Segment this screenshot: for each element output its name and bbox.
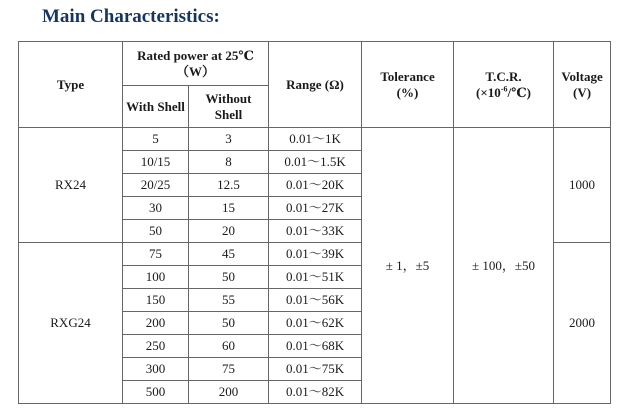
range-cell: 0.01～39K bbox=[269, 243, 362, 266]
header-type: Type bbox=[19, 42, 123, 128]
without-shell-cell: 200 bbox=[189, 381, 269, 404]
without-shell-cell: 15 bbox=[189, 197, 269, 220]
with-shell-cell: 10/15 bbox=[123, 151, 189, 174]
with-shell-cell: 200 bbox=[123, 312, 189, 335]
type-cell: RX24 bbox=[19, 128, 123, 243]
header-range: Range (Ω) bbox=[269, 42, 362, 128]
characteristics-table bbox=[18, 41, 611, 404]
without-shell-cell: 3 bbox=[189, 128, 269, 151]
without-shell-cell: 50 bbox=[189, 266, 269, 289]
header-tcr: T.C.R. $(\times 10^{-6}/℃)$ bbox=[454, 42, 554, 128]
with-shell-cell: 75 bbox=[123, 243, 189, 266]
without-shell-cell: 50 bbox=[189, 312, 269, 335]
with-shell-cell: 300 bbox=[123, 358, 189, 381]
range-cell: 0.01～1.5K bbox=[269, 151, 362, 174]
header-with-shell: With Shell bbox=[123, 86, 189, 128]
range-cell: 0.01～75K bbox=[269, 358, 362, 381]
without-shell-cell: 55 bbox=[189, 289, 269, 312]
tcr-cell: ± 100，±50 bbox=[454, 128, 554, 404]
without-shell-cell: 45 bbox=[189, 243, 269, 266]
header-without-shell: Without Shell bbox=[189, 86, 269, 128]
header-voltage: Voltage (V) bbox=[554, 42, 611, 128]
without-shell-cell: 75 bbox=[189, 358, 269, 381]
range-cell: 0.01～62K bbox=[269, 312, 362, 335]
header-rated-power: Rated power at 25℃ （W） bbox=[123, 42, 269, 86]
without-shell-cell: 20 bbox=[189, 220, 269, 243]
with-shell-cell: 150 bbox=[123, 289, 189, 312]
range-cell: 0.01～51K bbox=[269, 266, 362, 289]
range-cell: 0.01～20K bbox=[269, 174, 362, 197]
without-shell-cell: 8 bbox=[189, 151, 269, 174]
with-shell-cell: 20/25 bbox=[123, 174, 189, 197]
with-shell-cell: 30 bbox=[123, 197, 189, 220]
range-cell: 0.01～56K bbox=[269, 289, 362, 312]
with-shell-cell: 100 bbox=[123, 266, 189, 289]
voltage-cell: 1000 bbox=[554, 128, 611, 243]
table-row bbox=[19, 128, 611, 151]
with-shell-cell: 50 bbox=[123, 220, 189, 243]
range-cell: 0.01～27K bbox=[269, 197, 362, 220]
range-cell: 0.01～82K bbox=[269, 381, 362, 404]
without-shell-cell: 60 bbox=[189, 335, 269, 358]
range-cell: 0.01～68K bbox=[269, 335, 362, 358]
without-shell-cell: 12.5 bbox=[189, 174, 269, 197]
with-shell-cell: 5 bbox=[123, 128, 189, 151]
table-body bbox=[19, 128, 611, 404]
header-tolerance: Tolerance (%) bbox=[362, 42, 454, 128]
range-cell: 0.01～33K bbox=[269, 220, 362, 243]
with-shell-cell: 500 bbox=[123, 381, 189, 404]
with-shell-cell: 250 bbox=[123, 335, 189, 358]
voltage-cell: 2000 bbox=[554, 243, 611, 404]
tolerance-cell: ± 1，±5 bbox=[362, 128, 454, 404]
type-cell: RXG24 bbox=[19, 243, 123, 404]
range-cell: 0.01～1K bbox=[269, 128, 362, 151]
page-title: Main Characteristics: bbox=[42, 6, 220, 27]
